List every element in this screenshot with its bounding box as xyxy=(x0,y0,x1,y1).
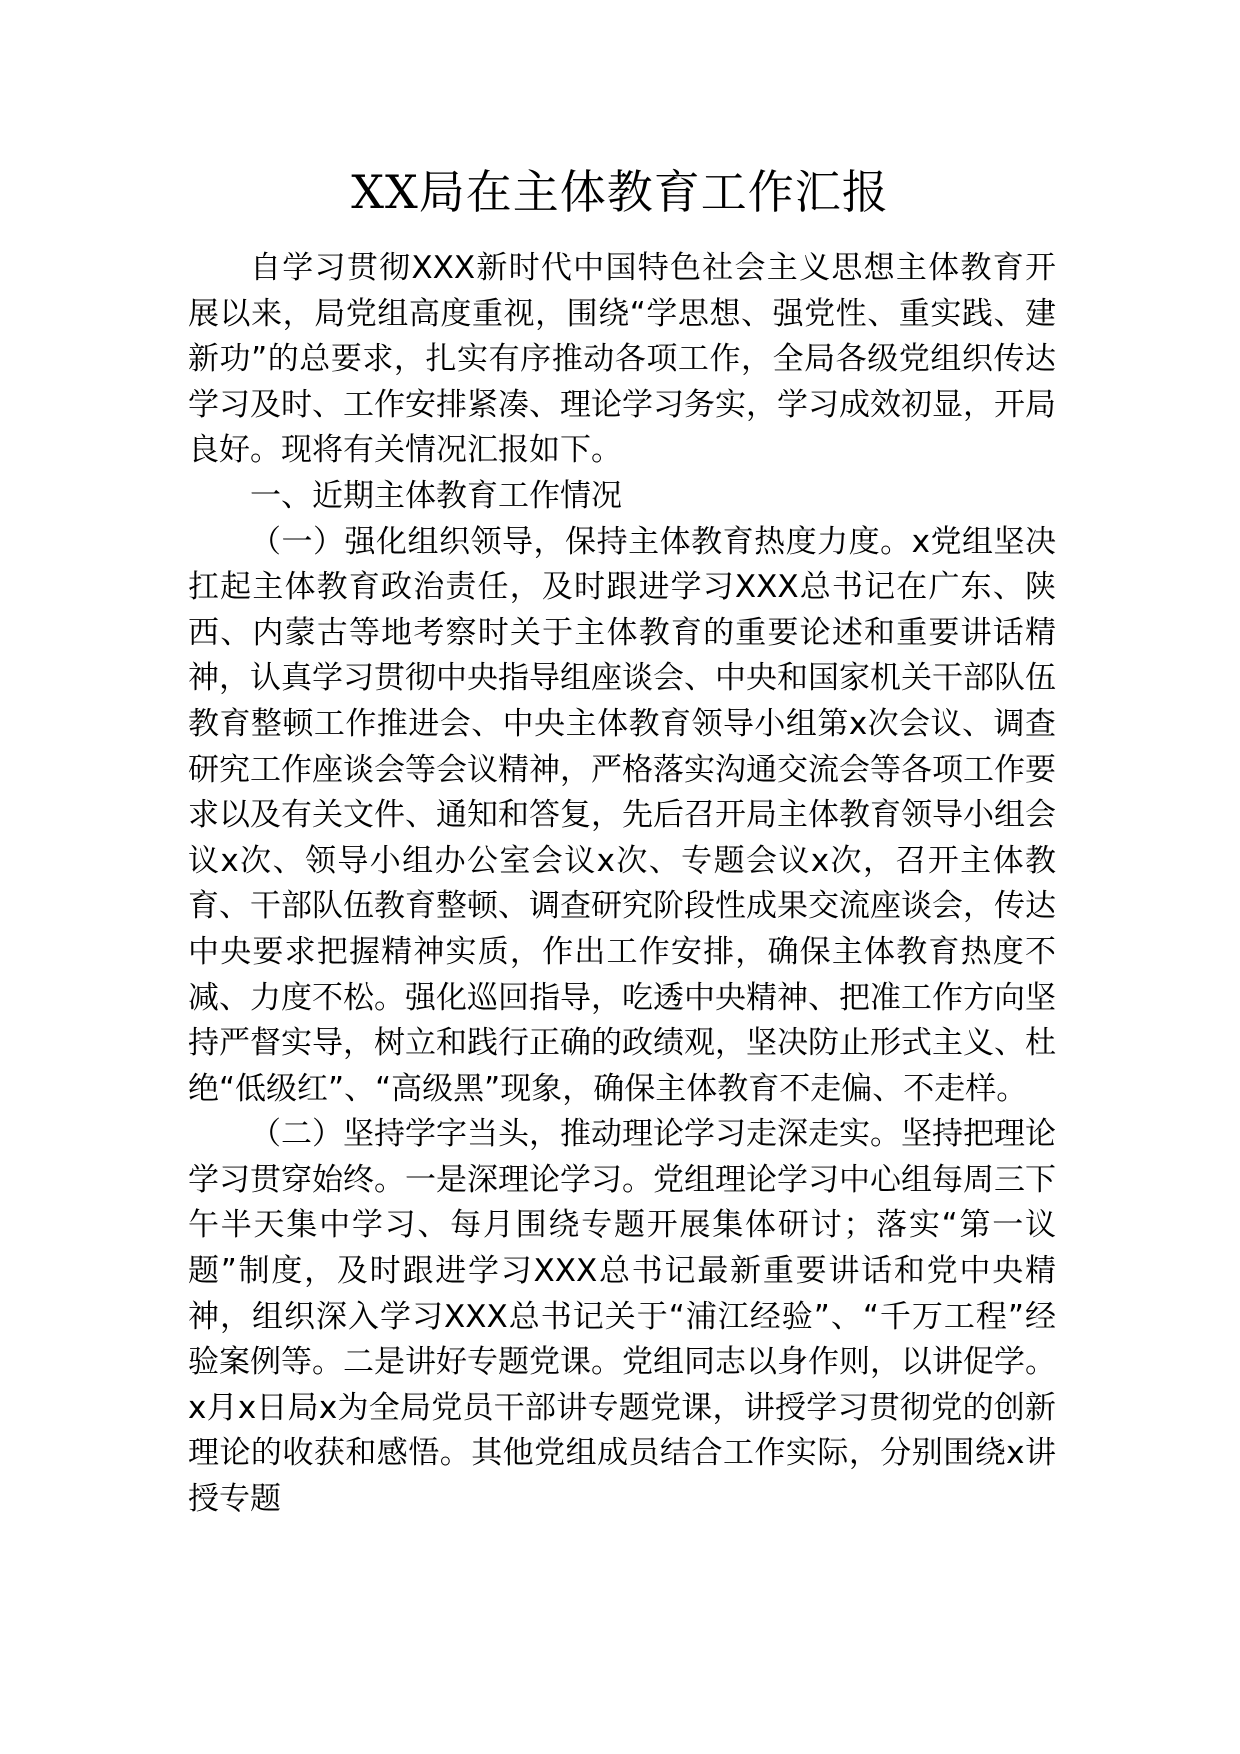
document-title: XX局在主体教育工作汇报 xyxy=(351,165,889,219)
paragraph-subsection-2: （二）坚持学字当头，推动理论学习走深走实。坚持把理论学习贯穿始终。一是深理论学习。党组理论学习中心组每周三下午半天集中学习、每月围绕专题开展集体研讨；落实“第一议题”制度，及时跟进学习XXX总书记最新重要讲话和党中央精神，组织深入学习XXX总书记关于“浦江经验”、“千万工程”经验案例等。二是讲好专题党课。党组同志以身作则，以讲促学。x月x日局x为全局党员干部讲专题党课，讲授学习贯彻党的创新理论的收获和感悟。其他党组成员结合工作实际，分别围绕x讲授专题 xyxy=(188,1116,1056,1518)
paragraph-intro: 自学习贯彻XXX新时代中国特色社会主义思想主体教育开展以来，局党组高度重视，围绕“学思想、强党性、重实践、建新功”的总要求，扎实有序推动各项工作，全局各级党组织传达学习及时、工作安排紧凑、理论学习务实，学习成效初显，开局良好。现将有关情况汇报如下。 xyxy=(188,250,1056,469)
section-heading-1: 一、近期主体教育工作情况 xyxy=(250,477,622,514)
paragraph-subsection-1: （一）强化组织领导，保持主体教育热度力度。x党组坚决扛起主体教育政治责任，及时跟进学习XXX总书记在广东、陕西、内蒙古等地考察时关于主体教育的重要论述和重要讲话精神，认真学习贯彻中央指导组座谈会、中央和国家机关干部队伍教育整顿工作推进会、中央主体教育领导小组第x次会议、调查研究工作座谈会等会议精神，严格落实沟通交流会等各项工作要求以及有关文件、通知和答复，先后召开局主体教育领导小组会议x次、领导小组办公室会议x次、专题会议x次，召开主体教育、干部队伍教育整顿、调查研究阶段性成果交流座谈会，传达中央要求把握精神实质，作出工作安排，确保主体教育热度不减、力度不松。强化巡回指导，吃透中央精神、把准工作方向坚持严督实导，树立和践行正确的政绩观，坚决防止形式主义、杜绝“低级红”、“高级黑”现象，确保主体教育不走偏、不走样。 xyxy=(188,523,1056,1107)
document-body xyxy=(188,246,1056,1523)
